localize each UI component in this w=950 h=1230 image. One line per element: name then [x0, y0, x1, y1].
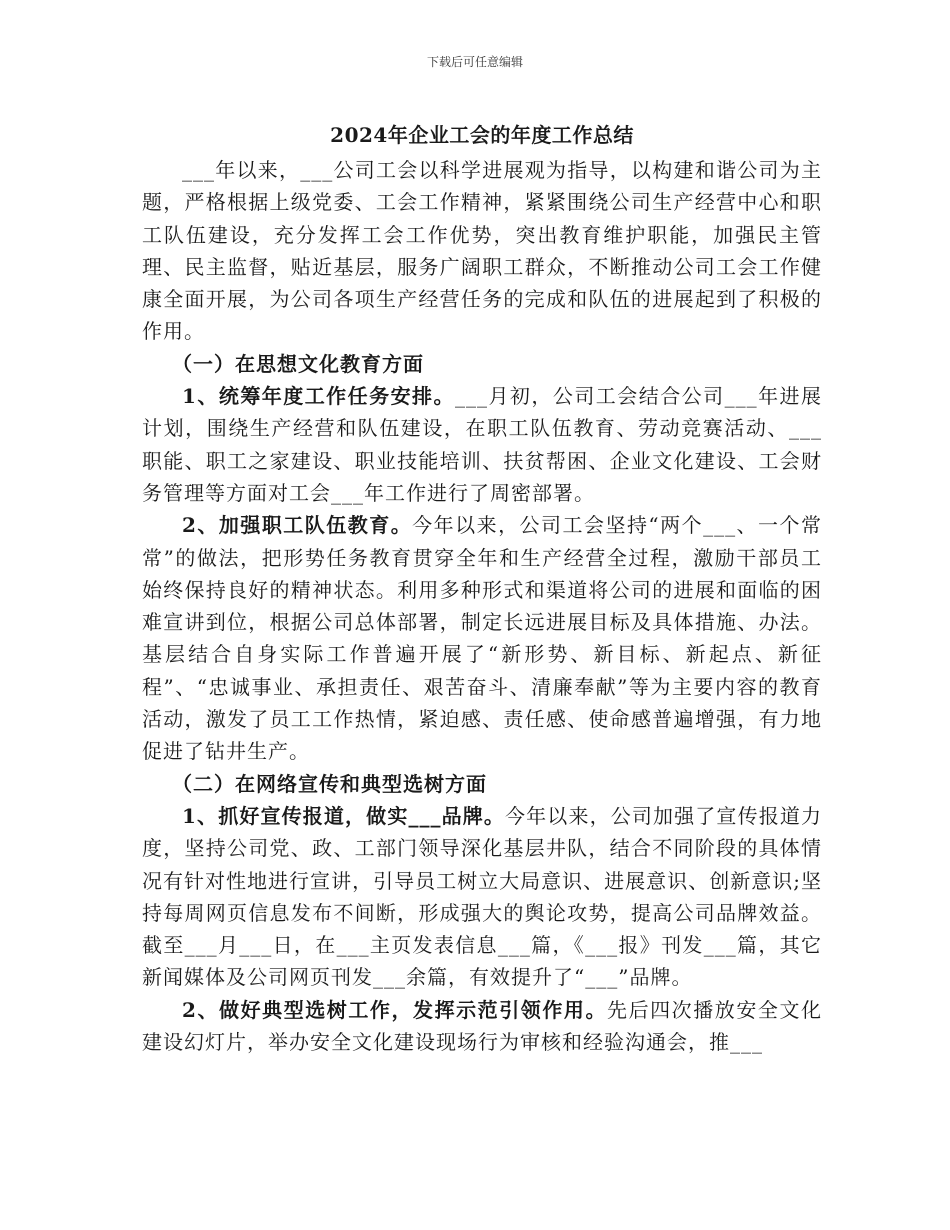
- section-2-item-2-text: 先后四次播放安全文化建设幻灯片，举办安全文化建设现场行为审核和经验沟通会，推___: [142, 997, 823, 1055]
- document-body: [142, 116, 822, 1058]
- page-header-note: 下载后可任意编辑: [426, 55, 523, 69]
- section-1-item-2-text: 今年以来，公司工会坚持“两个___、一个常常”的做法，把形势任务教育贯穿全年和生产经营全过程，激励干部员工始终保持良好的精神状态。利用多种形式和渠道将公司的进展和面临的困难宣讲到位，根据公司总体部署，制定长远进展目标及具体措施、办法。基层结合自身实际工作普遍开展了“新形势、新目标、新起点、新征程”、“忠诚事业、承担责任、艰苦奋斗、清廉奉献”等为主要内容的教育活动，激发了员工工作热情，紧迫感、责任感、使命感普遍增强，有力地促进了钻井生产。: [142, 513, 822, 764]
- intro-paragraph: ___年以来，___公司工会以科学进展观为指导，以构建和谐公司为主题，严格根据上级党委、工会工作精神，紧紧围绕公司生产经营中心和职工队伍建设，充分发挥工会工作优势，突出教育维护职能，加强民主管理、民主监督，贴近基层，服务广阔职工群众，不断推动公司工会工作健康全面开展，为公司各项生产经营任务的完成和队伍的进展起到了积极的作用。: [142, 158, 822, 344]
- section-1-item-1-lead: 1、统筹年度工作任务安排。: [182, 384, 455, 409]
- section-1-item-1: [142, 380, 822, 509]
- section-1-item-1-text: ___月初，公司工会结合公司___年进展计划，围绕生产经营和队伍建设，在职工队伍教育、劳动竞赛活动、___职能、职工之家建设、职业技能培训、扶贫帮困、企业文化建设、工会财务管理等方面对工会___年工作进行了周密部署。: [142, 384, 823, 505]
- section-2-item-1: [142, 800, 822, 994]
- section-2-item-1-lead: 1、抓好宣传报道，做实___品牌。: [182, 803, 506, 828]
- section-1-heading: （一）在思想文化教育方面: [172, 351, 424, 376]
- document-title: 2024年企业工会的年度工作总结: [330, 123, 634, 147]
- section-2-item-2: [142, 994, 822, 1059]
- section-2-heading: （二）在网络宣传和典型选树方面: [172, 771, 487, 796]
- section-1-item-2: [142, 509, 822, 767]
- section-1-item-2-lead: 2、加强职工队伍教育。: [182, 513, 413, 538]
- section-2-item-1-text: 今年以来，公司加强了宣传报道力度，坚持公司党、政、工部门领导深化基层井队，结合不同阶段的具体情况有针对性地进行宣讲，引导员工树立大局意识、进展意识、创新意识;坚持每周网页信息发布不间断，形成强大的舆论攻势，提高公司品牌效益。截至___月___日，在___主页发表信息___篇，《___报》刊发___篇，其它新闻媒体及公司网页刊发___余篇，有效提升了“___”品牌。: [142, 803, 822, 990]
- section-2-item-2-lead: 2、做好典型选树工作，发挥示范引领作用。: [182, 997, 608, 1022]
